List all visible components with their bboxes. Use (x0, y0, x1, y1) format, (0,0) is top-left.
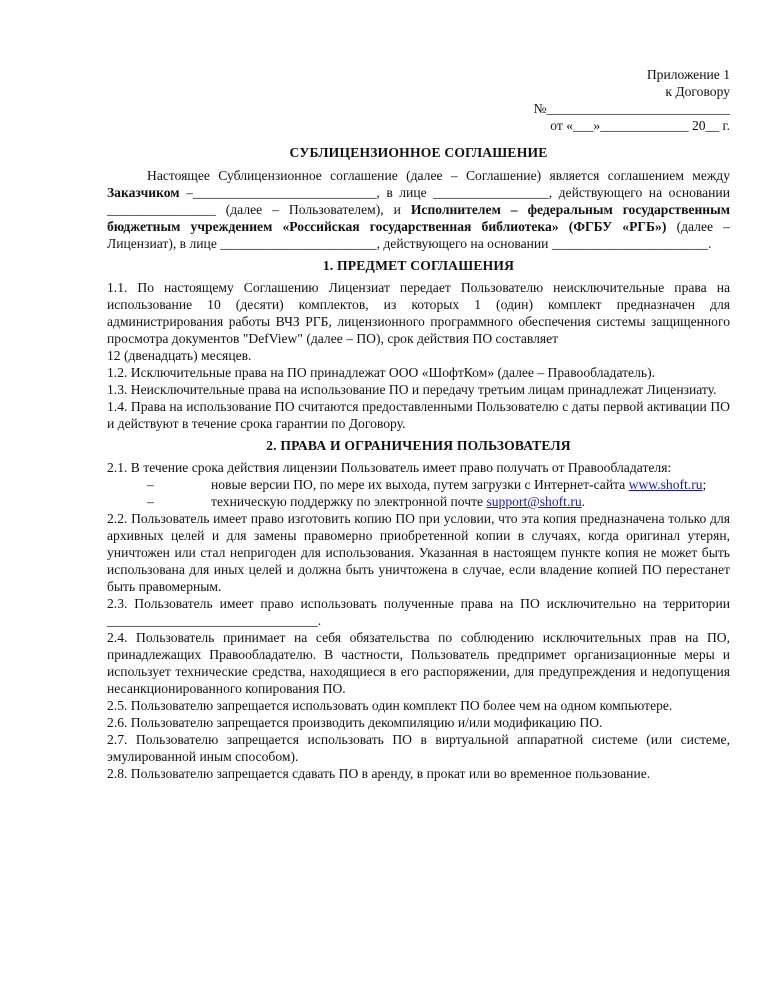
list-item (107, 476, 730, 493)
section-1-heading: 1. ПРЕДМЕТ СОГЛАШЕНИЯ (322, 258, 515, 273)
customer-term: Заказчиком (107, 185, 180, 200)
list-dash: – (147, 477, 154, 492)
clause-2-2: 2.2. Пользователь имеет право изготовить копию ПО при условии, что эта копия предназначена только для архивных целей и для замены правомерно приобретенной копии в случаях, когда оригинал утерян, уничтожен или стал непригоден для использования. Указанная в настоящем пункте копия не может быть использована для иных целей и должна быть уничтожена в случае, если владение копией ПО перестанет быть правомерным. (107, 511, 730, 594)
clause-1-4: 1.4. Права на использование ПО считаются предоставленными Пользователю с даты первой активации ПО и действуют в течение срока гарантии по Договору. (107, 399, 730, 431)
list-dash: – (147, 494, 154, 509)
clause-2-1: 2.1. В течение срока действия лицензии Пользователь имеет право получать от Правообладателя: (107, 460, 672, 475)
contract-ref: к Договору (665, 84, 730, 99)
document-title: СУБЛИЦЕНЗИОННОЕ СОГЛАШЕНИЕ (289, 145, 548, 160)
document-page (107, 66, 730, 782)
support-email-link[interactable]: support@shoft.ru (486, 494, 582, 509)
clause-1-2: 1.2. Исключительные права на ПО принадлежат ООО «ШофтКом» (далее – Правообладатель). (107, 365, 656, 380)
list-item-text (211, 476, 730, 493)
intro-text-1: Настоящее Сублицензионное соглашение (далее – Соглашение) является соглашением между (147, 168, 730, 183)
intro-paragraph (107, 167, 730, 252)
clause-2-8: 2.8. Пользователю запрещается сдавать ПО в аренду, в прокат или во временное пользование. (107, 766, 651, 781)
clause-1-3: 1.3. Неисключительные права на использование ПО и передачу третьим лицам принадлежат Лицензиату. (107, 382, 717, 397)
intro-text-2: –___________________________, в лице _________________, действующего на основании ________________ (далее – Пользователем), и (107, 185, 730, 217)
support-text: техническую поддержку по электронной почте (211, 494, 484, 509)
list-item (107, 493, 730, 510)
clause-2-3: 2.3. Пользователь имеет право использовать полученные права на ПО исключительно на территории _______________________________. (107, 596, 730, 628)
section-2-heading: 2. ПРАВА И ОГРАНИЧЕНИЯ ПОЛЬЗОВАТЕЛЯ (266, 438, 571, 453)
appendix-label: Приложение 1 (646, 67, 730, 82)
item-1-end: ; (702, 477, 707, 492)
clause-2-7: 2.7. Пользователю запрещается использовать ПО в виртуальной аппаратной системе (или системе, эмулированной иным способом). (107, 732, 730, 764)
list-item-text (211, 493, 730, 510)
contract-number: №___________________________ (533, 101, 730, 116)
clause-1-1-term: 12 (двенадцать) месяцев. (107, 348, 252, 363)
contract-date: от «___»_____________ 20__ г. (550, 118, 730, 133)
updates-text: новые версии ПО, по мере их выхода, путем загрузки с Интернет-сайта (211, 477, 626, 492)
clause-1-1: 1.1. По настоящему Соглашению Лицензиат передает Пользователю неисключительные права на использование 10 (десяти) комплектов, из которых 1 (один) комплект предназначен для администрирования работы ВЧЗ РГБ, лицензионного программного обеспечения системы защищенного просмотра документов "DefView" (далее – ПО), срок действия ПО составляет (107, 280, 730, 346)
clause-2-4: 2.4. Пользователь принимает на себя обязательства по соблюдению исключительных прав на ПО, принадлежащих Правообладателю. В частности, Пользователь предпримет организационные меры и использует технические средства, находящиеся в его распоряжении, для предупреждения и недопущения несанкционированного копирования ПО. (107, 630, 730, 696)
contractor-term: Исполнителем – федеральным государственным бюджетным учреждением «Российская государственная библиотека» (ФГБУ «РГБ») (107, 202, 730, 234)
clause-2-5: 2.5. Пользователю запрещается использовать один комплект ПО более чем на одном компьютере. (107, 698, 673, 713)
item-2-end: . (581, 494, 586, 509)
website-link[interactable]: www.shoft.ru (628, 477, 703, 492)
appendix-header (107, 66, 730, 134)
intro-text-3: (далее – Лицензиат), в лице _______________________, действующего на основании _______________________. (107, 219, 730, 251)
clause-2-6: 2.6. Пользователю запрещается производить декомпиляцию и/или модификацию ПО. (107, 715, 603, 730)
